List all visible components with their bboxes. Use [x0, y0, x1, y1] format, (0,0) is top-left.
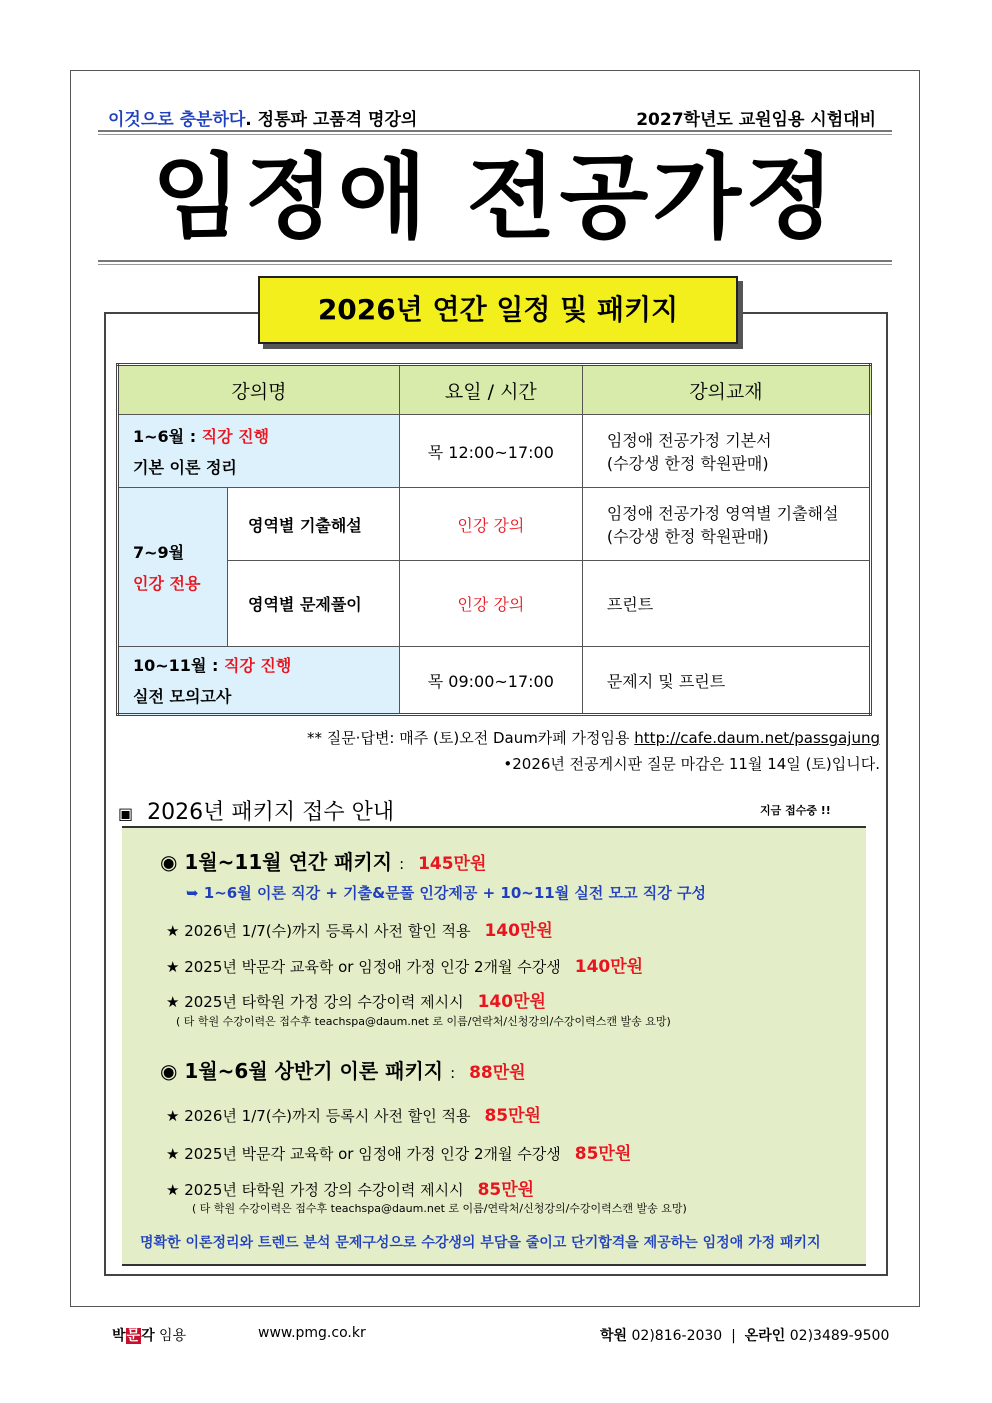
row2b-name: 영역별 문제풀이: [228, 561, 400, 647]
list-item: ★ 2025년 타학원 가정 강의 수강이력 제시시 140만원: [166, 992, 546, 1012]
table-header-row: [118, 365, 871, 415]
package-first-half-note: ( 타 학원 수강이력은 접수후 teachspa@daum.net 로 이름/연락처/신청강의/수강이력스캔 발송 요망): [192, 1202, 687, 1215]
page-title: 임정애 전공가정: [151, 144, 839, 251]
row2b-book: 프린트: [582, 561, 870, 647]
row3-book: 문제지 및 프린트: [582, 647, 870, 715]
status-badge: 지금 접수중 !!: [760, 804, 831, 817]
package-annual-desc: ➥ 1~6월 이론 직강 + 기출&문풀 인강제공 + 10~11월 실전 모고 직강 구성: [186, 884, 706, 902]
header-slogan: 이것으로 충분하다. 정통파 고품격 명강의: [108, 110, 418, 130]
header-line: [100, 103, 890, 129]
header-rule: [98, 130, 892, 135]
row2-period: 7~9월 인강 전용: [118, 488, 228, 647]
table-row: [118, 647, 871, 715]
title-rule: [98, 260, 892, 265]
package-annual-note: ( 타 학원 수강이력은 접수후 teachspa@daum.net 로 이름/연락처/신청강의/수강이력스캔 발송 요망): [176, 1015, 671, 1028]
row1-time: 목 12:00~17:00: [399, 415, 582, 488]
cafe-link[interactable]: http://cafe.daum.net/passgajung: [634, 729, 880, 747]
qa-notice: ** 질문·답변: 매주 (토)오전 Daum카페 가정임용 http://cafe.daum.net/passgajung: [306, 729, 880, 747]
list-item: ★ 2026년 1/7(수)까지 등록시 사전 할인 적용 85만원: [166, 1106, 541, 1126]
row3-name: 10~11월 : 직강 진행 실전 모의고사: [118, 647, 400, 715]
package-slogan: 명확한 이론정리와 트렌드 분석 문제구성으로 수강생의 부담을 줄이고 단기합격을 제공하는 임정애 가정 패키지: [140, 1235, 821, 1251]
table-row: [118, 561, 871, 647]
square-icon: ▣: [118, 804, 134, 823]
row1-book: 임정애 전공가정 기본서 (수강생 한정 학원판매): [582, 415, 870, 488]
row2a-name: 영역별 기출해설: [228, 488, 400, 561]
package-annual-title: ◉ 1월~11월 연간 패키지 : 145만원: [160, 850, 487, 874]
col-textbook: 강의교재: [582, 365, 870, 415]
col-day-time: 요일 / 시간: [399, 365, 582, 415]
list-item: ★ 2025년 박문각 교육학 or 임정애 가정 인강 2개월 수강생 85만원: [166, 1144, 632, 1164]
website-link[interactable]: www.pmg.co.kr: [258, 1325, 366, 1341]
list-item: ★ 2025년 박문각 교육학 or 임정애 가정 인강 2개월 수강생 140만원: [166, 957, 644, 977]
radio-icon: ◉: [160, 1059, 178, 1083]
schedule-banner: 2026년 연간 일정 및 패키지: [258, 276, 738, 344]
table-row: [118, 488, 871, 561]
row2b-time: 인강 강의: [399, 561, 582, 647]
row3-time: 목 09:00~17:00: [399, 647, 582, 715]
schedule-table: [116, 363, 872, 716]
package-section-title: ▣ 2026년 패키지 접수 안내: [118, 800, 395, 825]
radio-icon: ◉: [160, 850, 178, 874]
contact-info: 학원 02)816-2030 | 온라인 02)3489-9500: [600, 1328, 890, 1344]
header-exam-year: 2027학년도 교원임용 시험대비: [636, 110, 876, 130]
col-lecture-name: 강의명: [118, 365, 400, 415]
row2a-time: 인강 강의: [399, 488, 582, 561]
deadline-notice: •2026년 전공게시판 질문 마감은 11월 14일 (토)입니다.: [503, 755, 880, 773]
row1-name: 1~6월 : 직강 진행 기본 이론 정리: [118, 415, 400, 488]
table-row: [118, 415, 871, 488]
package-first-half-title: ◉ 1월~6월 상반기 이론 패키지 : 88만원: [160, 1059, 526, 1083]
list-item: ★ 2025년 타학원 가정 강의 수강이력 제시시 85만원: [166, 1180, 535, 1200]
list-item: ★ 2026년 1/7(수)까지 등록시 사전 할인 적용 140만원: [166, 921, 553, 941]
pmg-logo: 박문각 임용: [112, 1328, 187, 1344]
row2a-book: 임정애 전공가정 영역별 기출해설 (수강생 한정 학원판매): [582, 488, 870, 561]
